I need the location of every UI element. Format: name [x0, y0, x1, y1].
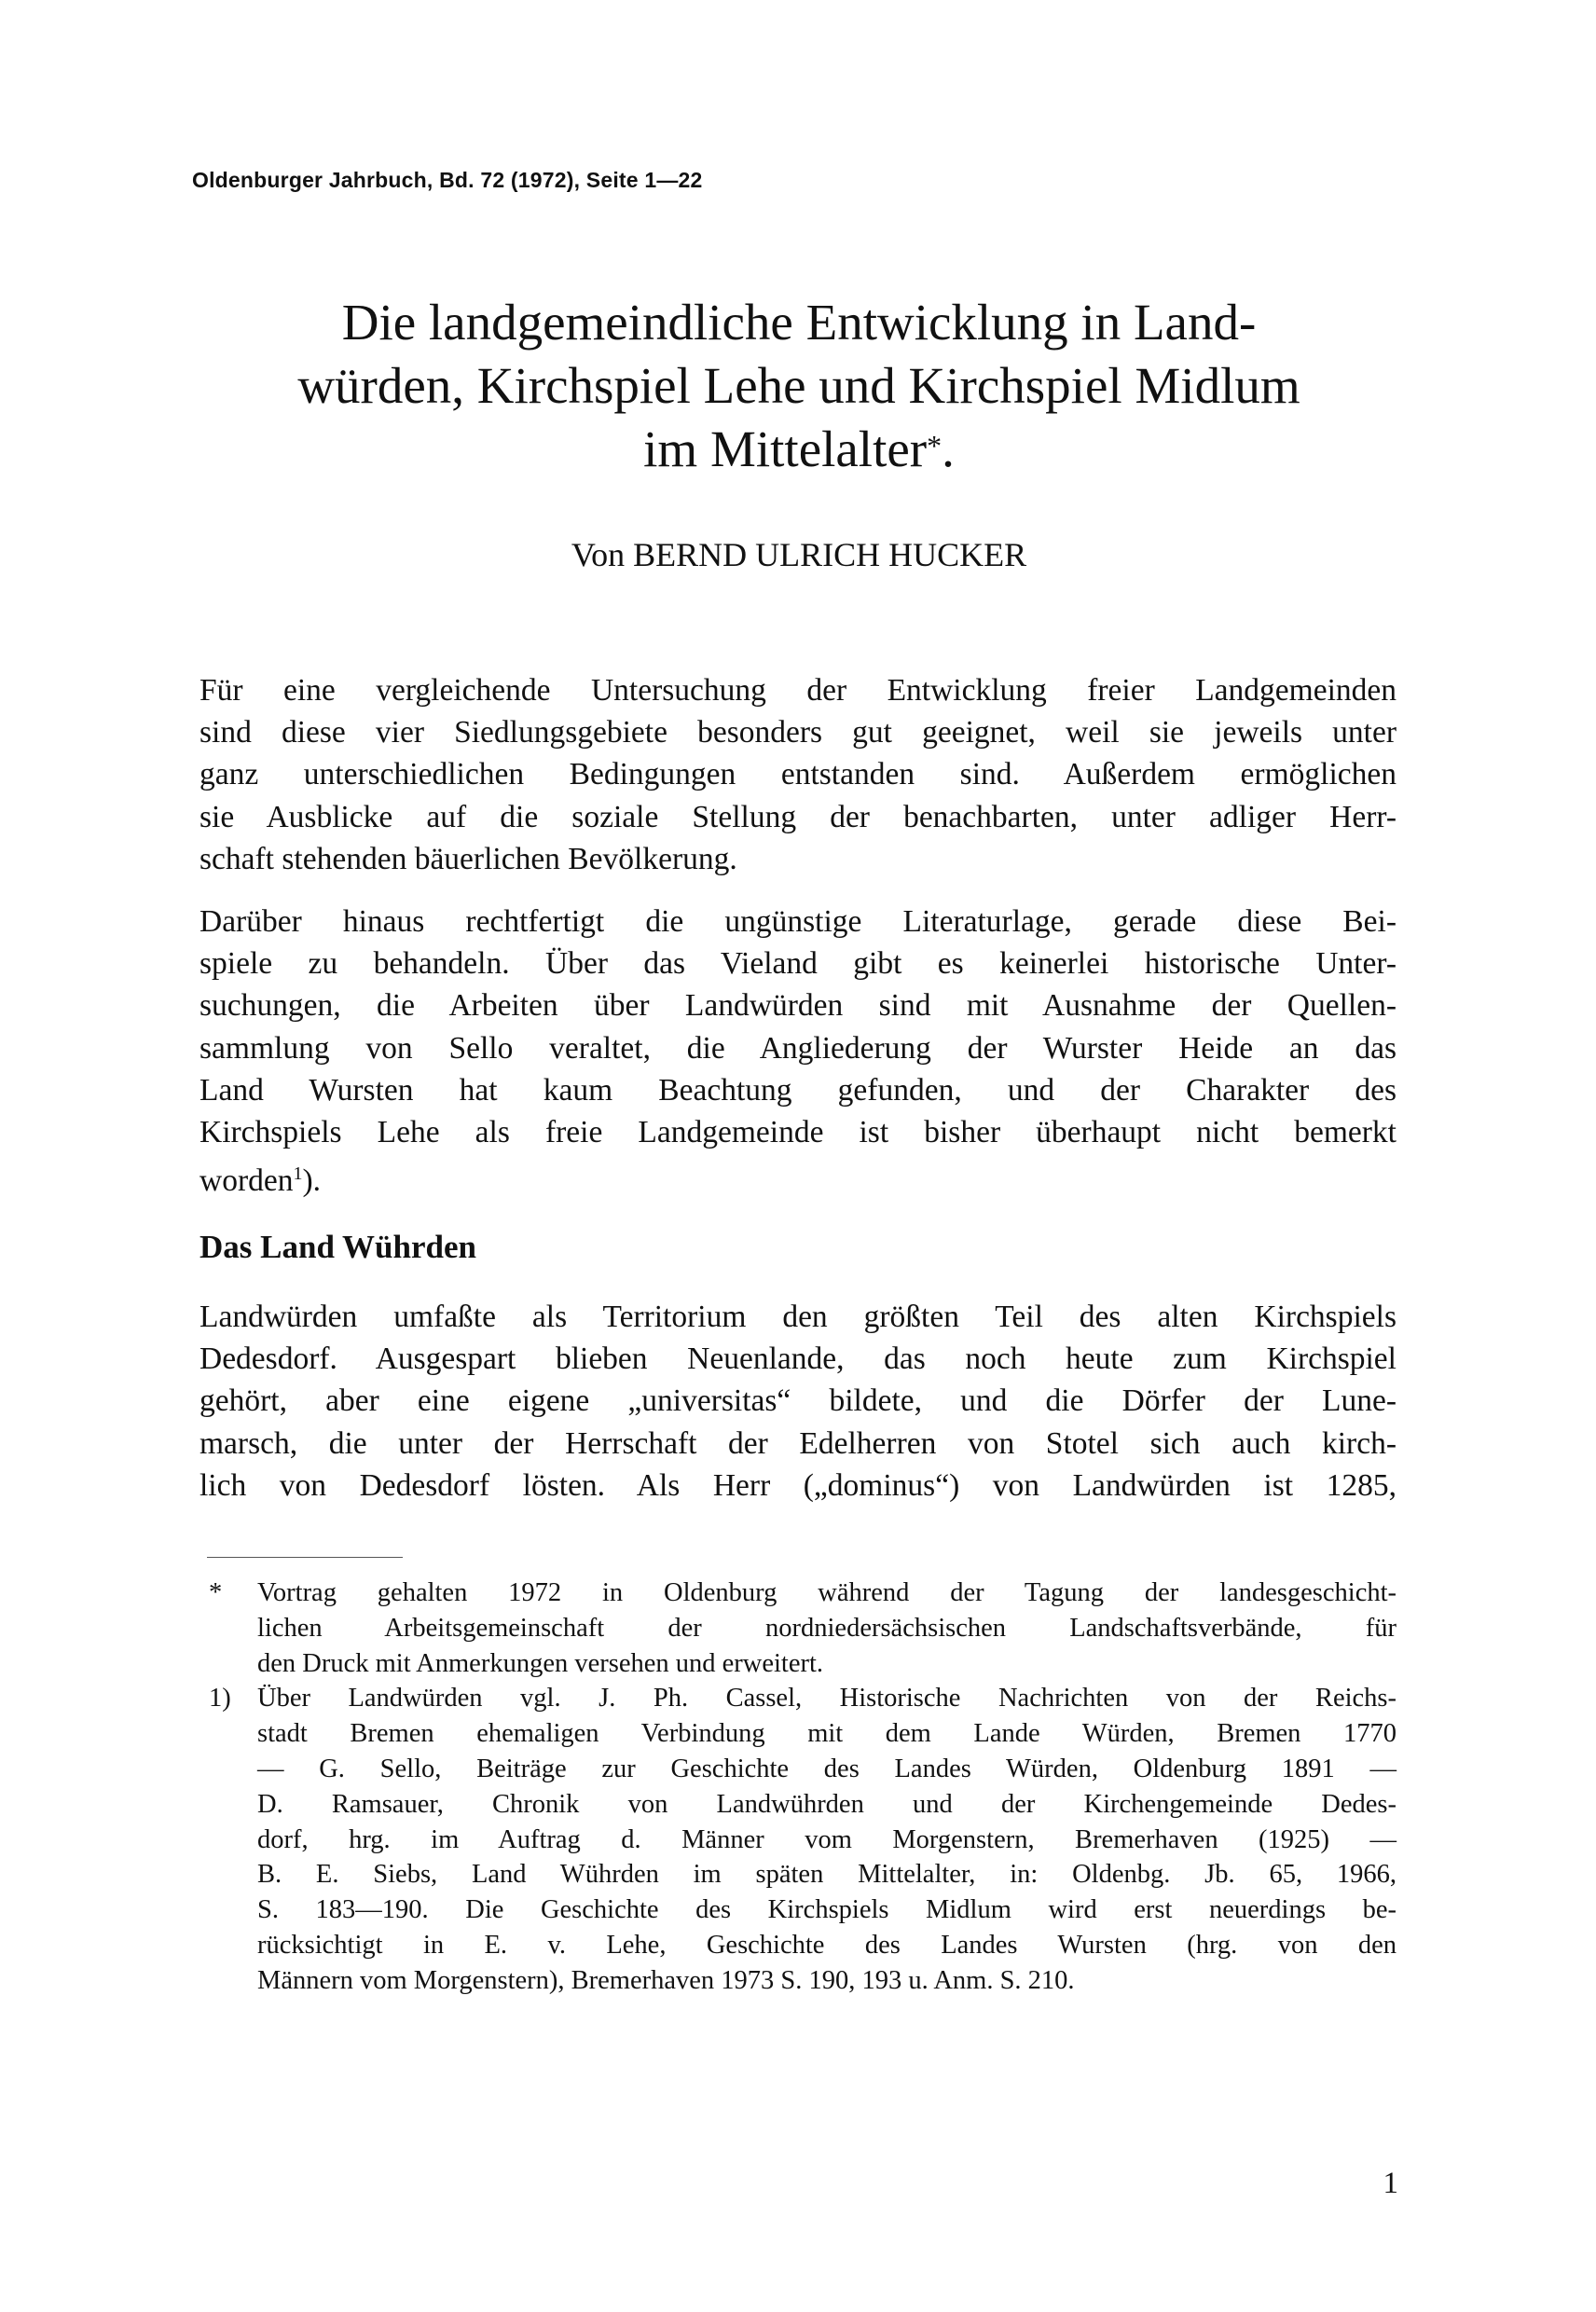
footnotes: [200, 1576, 1396, 1999]
title-footnote-marker[interactable]: *: [927, 429, 942, 462]
footnote-line: B. E. Siebs, Land Wührden im späten Mittelalter, in: Oldenbg. Jb. 65, 1966,: [257, 1860, 1396, 1890]
text-line: gehört, aber eine eigene „universitas“ bildete, und die Dörfer der Lune-: [200, 1383, 1396, 1419]
text-line: ganz unterschiedlichen Bedingungen entstanden sind. Außerdem ermöglichen: [200, 757, 1396, 792]
text-line: Landwürden umfaßte als Territorium den größten Teil des alten Kirchspiels: [200, 1300, 1396, 1334]
footnote-1: [200, 1681, 1396, 1998]
text-line: lich von Dedesdorf lösten. Als Herr („dominus“) von Landwürden ist 1285,: [200, 1467, 1396, 1503]
footnote-star: [200, 1576, 1396, 1681]
text-line: Dedesdorf. Ausgespart blieben Neuenlande, das noch heute zum Kirchspiel: [200, 1342, 1396, 1377]
title-line: würden, Kirchspiel Lehe und Kirchspiel Midlum: [297, 357, 1300, 414]
footnote-line: — G. Sello, Beiträge zur Geschichte des Landes Würden, Oldenburg 1891 —: [257, 1754, 1396, 1783]
section-heading: Das Land Wührden: [200, 1229, 476, 1265]
text-line: sie Ausblicke auf die soziale Stellung der benachbarten, unter adliger Herr-: [200, 799, 1396, 834]
author-byline: Von BERND ULRICH HUCKER: [571, 536, 1027, 573]
footnote-reference[interactable]: 1: [293, 1163, 303, 1185]
title-line: Die landgemeindliche Entwicklung in Land-: [341, 294, 1257, 351]
text-line-last: [200, 1153, 1396, 1202]
footnote-line: Männern vom Morgenstern), Bremerhaven 1973 S. 190, 193 u. Anm. S. 210.: [257, 1965, 1075, 1995]
footnote-line: stadt Bremen ehemaligen Verbindung mit dem Lande Würden, Bremen 1770: [257, 1719, 1396, 1749]
paragraph-3: [200, 1296, 1396, 1507]
article-title: [192, 291, 1406, 481]
running-head: Oldenburger Jahrbuch, Bd. 72 (1972), Seite 1—22: [192, 168, 703, 192]
footnote-divider: [207, 1557, 403, 1558]
title-line-last: [192, 418, 1406, 481]
footnote-line: Vortrag gehalten 1972 in Oldenburg während der Tagung der landesgeschicht-: [257, 1578, 1396, 1607]
page-number: 1: [1383, 2167, 1398, 2200]
text-line: Für eine vergleichende Untersuchung der Entwicklung freier Landgemeinden: [200, 673, 1396, 708]
footnote-line: dorf, hrg. im Auftrag d. Männer vom Morgenstern, Bremerhaven (1925) —: [257, 1824, 1396, 1854]
text-line: schaft stehenden bäuerlichen Bevölkerung.: [200, 841, 737, 876]
paragraph-2: [200, 901, 1396, 1203]
title-end-punct: .: [942, 420, 955, 477]
text-line: marsch, die unter der Herrschaft der Edelherren von Stotel sich auch kirch-: [200, 1425, 1396, 1461]
text-line: spiele zu behandeln. Über das Vieland gibt es keinerlei historische Unter-: [200, 946, 1396, 982]
footnote-marker: 1): [209, 1684, 231, 1713]
footnote-marker: *: [209, 1578, 223, 1607]
text-line: Land Wursten hat kaum Beachtung gefunden, und der Charakter des: [200, 1072, 1396, 1108]
text-line: worden: [200, 1163, 294, 1199]
text-line: Darüber hinaus rechtfertigt die ungünstige Literaturlage, gerade diese Bei-: [200, 904, 1396, 939]
text-line: Kirchspiels Lehe als freie Landgemeinde ist bisher überhaupt nicht bemerkt: [200, 1115, 1396, 1150]
text-line: sammlung von Sello veraltet, die Angliederung der Wurster Heide an das: [200, 1030, 1396, 1066]
footnote-line: D. Ramsauer, Chronik von Landwührden und der Kirchengemeinde Dedes-: [257, 1789, 1396, 1819]
text-line-end: ).: [302, 1163, 321, 1199]
text-line: sind diese vier Siedlungsgebiete besonders gut geeignet, weil sie jeweils unter: [200, 715, 1396, 750]
footnote-line: S. 183—190. Die Geschichte des Kirchspiels Midlum wird erst neuerdings be-: [257, 1895, 1396, 1925]
footnote-line: lichen Arbeitsgemeinschaft der nordniedersächsischen Landschaftsverbände, für: [257, 1613, 1396, 1643]
text-line: suchungen, die Arbeiten über Landwürden sind mit Ausnahme der Quellen-: [200, 988, 1396, 1024]
footnote-line: rücksichtigt in E. v. Lehe, Geschichte des Landes Wursten (hrg. von den: [257, 1930, 1396, 1960]
footnote-line: den Druck mit Anmerkungen versehen und erweitert.: [257, 1648, 824, 1678]
title-line-text: im Mittelalter: [643, 420, 928, 477]
paragraph-1: [200, 669, 1396, 880]
footnote-line: Über Landwürden vgl. J. Ph. Cassel, Historische Nachrichten von der Reichs-: [257, 1684, 1396, 1713]
